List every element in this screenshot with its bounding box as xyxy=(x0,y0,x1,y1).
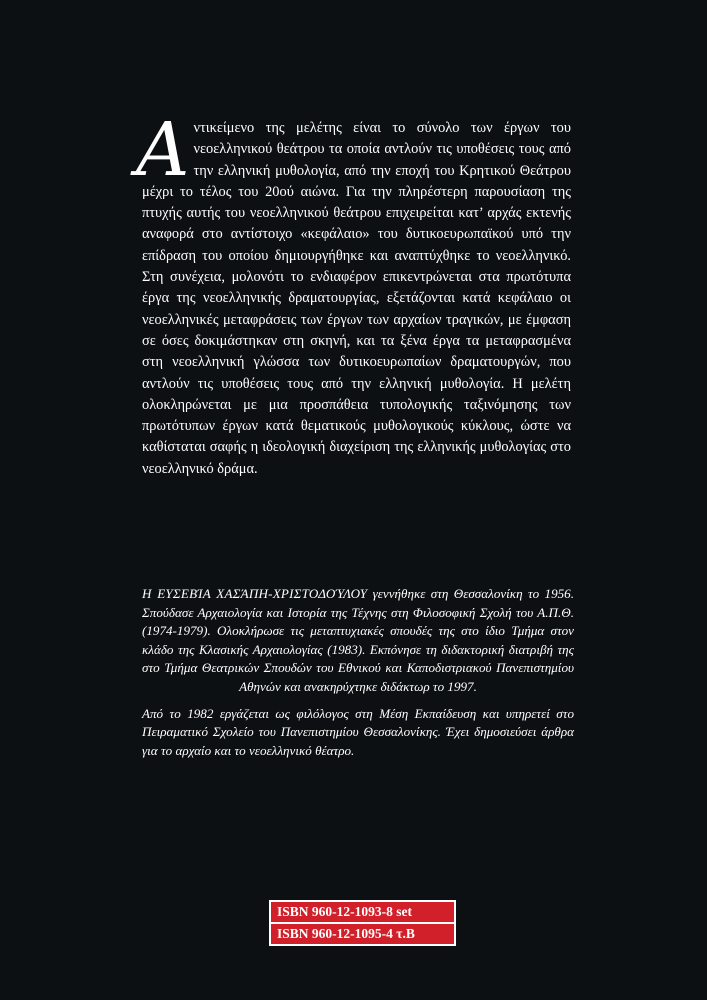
isbn-box xyxy=(269,900,456,946)
abstract-block xyxy=(136,107,571,480)
bio-paragraph-1 xyxy=(142,585,574,697)
author-name: Η ΕΥΣΕΒΊΑ ΧΑΣΆΠΗ-ΧΡΙΣΤΟΔΟΎΛΟΥ xyxy=(142,586,368,601)
abstract-paragraph xyxy=(136,107,571,480)
isbn-volume: ISBN 960-12-1095-4 τ.Β xyxy=(271,922,454,944)
bio-paragraph-2: Από το 1982 εργάζεται ως φιλόλογος στη Μέση Εκπαίδευση και υπηρετεί στο Πειραματικό Σχολείο του Πανεπιστημίου Θεσσαλονίκης. Έχει δημοσιεύσει άρθρα για το αρχαίο και το νεοελληνικό θέατρο. xyxy=(142,705,574,758)
isbn-set: ISBN 960-12-1093-8 set xyxy=(277,904,412,919)
bio-paragraph-1-text: γεννήθηκε στη Θεσσαλονίκη το 1956. Σπούδασε Αρχαιολογία και Ιστορία της Τέχνης στη Φιλοσοφική Σχολή του Α.Π.Θ. (1974-1979). Ολοκλήρωσε τις μεταπτυχιακές σπουδές της στο ίδιο Τμήμα στον κλάδο της Κλασικής Αρχαιολογίας (1983). Εκπόνησε τη διδακτορική διατριβή της στο Τμήμα Θεατρικών Σπουδών του Εθνικού και Καποδιστριακού Πανεπιστημίου Αθηνών και ανακηρύχτηκε διδάκτωρ το 1997. xyxy=(142,586,574,694)
drop-cap-initial: Α xyxy=(136,107,190,193)
abstract-text: ντικείμενο της μελέτης είναι το σύνολο των έργων του νεοελληνικού θεάτρου τα οποία αντλούν τις υποθέσεις τους από την ελληνική μυθολογία, από την εποχή του Κρητικού Θεάτρου μέχρι το τέλος του 20ού αιώνα. Για την πληρέστερη παρουσίαση της πτυχής αυτής του νεοελληνικού θεάτρου επιχειρείται κατ’ αρχάς εκτενής αναφορά στο αντίστοιχο «κεφάλαιο» του δυτικοευρωπαϊκού υπό την επίδραση του οποίου δημιουργήθηκε και αναπτύχθηκε το νεοελληνικό. Στη συνέχεια, μολονότι το ενδιαφέρον επικεντρώνεται στα πρωτότυπα έργα της νεοελληνικής δραματουργίας, εξετάζονται κατά κεφάλαιο οι νεοελληνικές μεταφράσεις των έργων των αρχαίων τραγικών, με έμφαση σε όσες δοκιμάστηκαν στη σκηνή, και τα ξένα έργα τα μεταφρασμένα στη νεοελληνική γλώσσα των δυτικοευρωπαίων δραματουργών, που αντλούν τις υποθέσεις τους από την ελληνική μυθολογία. Η μελέτη ολοκληρώνεται με μια προσπάθεια τυπολογικής ταξινόμησης των πρωτότυπων έργων κατά θεματικούς μυθολογικούς κύκλους, ώστε να καθίσταται σαφής η ιδεολογική διαχείριση της ελληνικής μυθολογίας στο νεοελληνικό δράμα. xyxy=(142,120,571,477)
author-bio xyxy=(142,585,574,768)
